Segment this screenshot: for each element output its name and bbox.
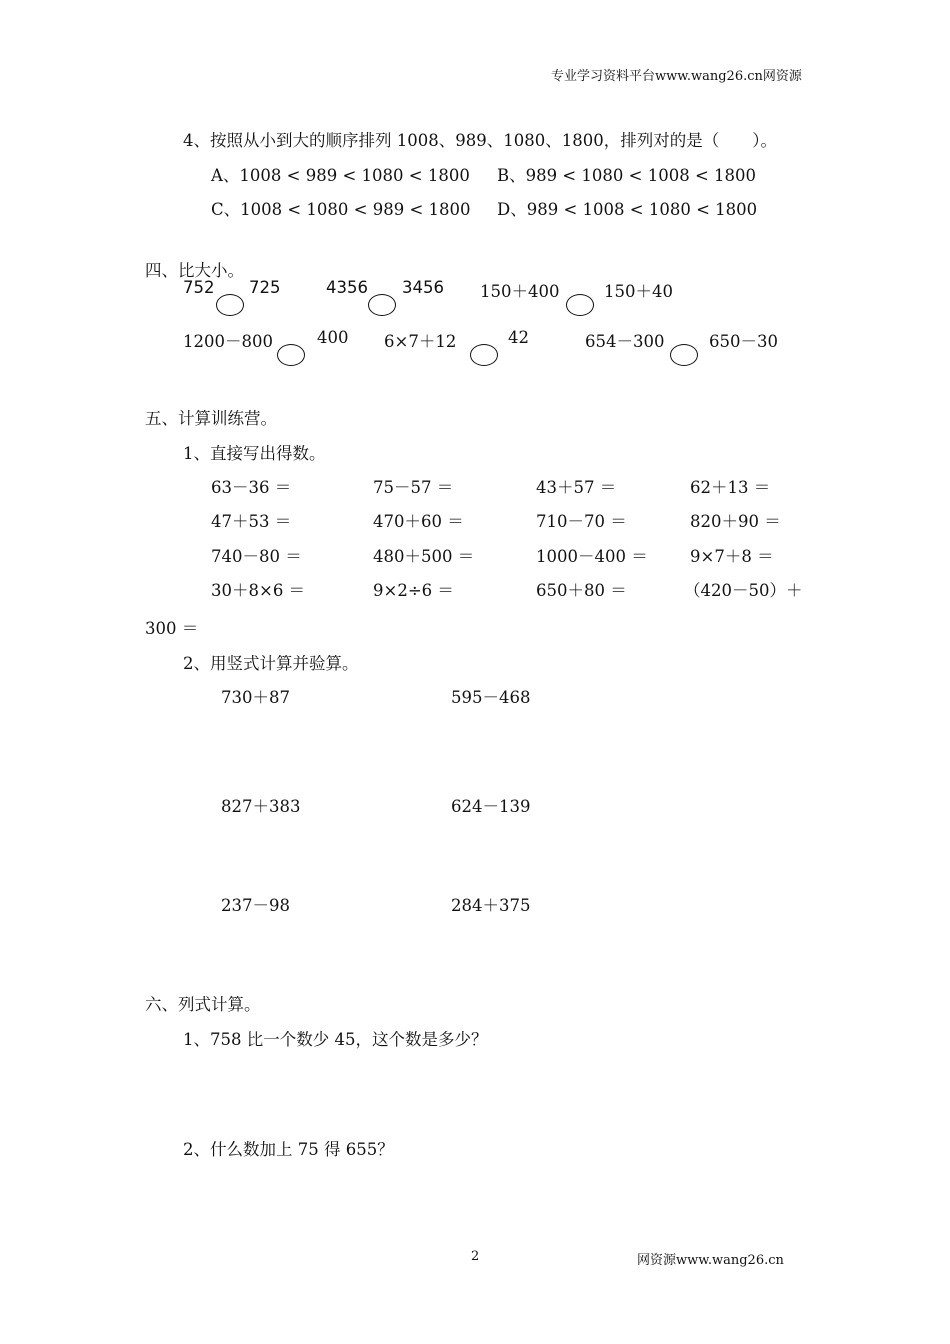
calc-r2-c1: 47＋53 ＝: [211, 512, 292, 531]
q4-option-c: C、1008 < 1080 < 989 < 1800: [211, 200, 471, 219]
compare-circle-4[interactable]: [277, 344, 305, 366]
calc-r1-c4: 62＋13 ＝: [690, 478, 771, 497]
calc-r3-c3: 1000－400 ＝: [536, 547, 648, 566]
section5-sub2-title: 2、用竖式计算并验算。: [183, 654, 359, 673]
compare-6-left: 654－300: [585, 332, 665, 351]
calc-r1-c1: 63－36 ＝: [211, 478, 292, 497]
compare-6-right: 650－30: [709, 332, 778, 351]
calc-wrap-line: 300 ＝: [145, 619, 199, 638]
page-number: 2: [471, 1249, 480, 1264]
calc-r2-c3: 710－70 ＝: [536, 512, 627, 531]
compare-5-left: 6×7＋12: [384, 332, 457, 351]
section5-title: 五、计算训练营。: [145, 409, 277, 428]
q4-option-b: B、989 < 1080 < 1008 < 1800: [497, 166, 757, 185]
calc-r4-c4: （420－50）＋: [684, 581, 803, 600]
calc-r3-c4: 9×7＋8 ＝: [690, 547, 774, 566]
q4-option-a: A、1008 < 989 < 1080 < 1800: [211, 166, 470, 185]
vertical-calc-2: 595－468: [451, 688, 531, 707]
compare-circle-5[interactable]: [470, 344, 498, 366]
calc-r2-c4: 820＋90 ＝: [690, 512, 781, 531]
vertical-calc-3: 827＋383: [221, 797, 301, 816]
calc-r1-c2: 75－57 ＝: [373, 478, 454, 497]
compare-3-right: 150＋40: [604, 282, 673, 301]
compare-4-left: 1200－800: [183, 332, 273, 351]
section5-sub1-title: 1、直接写出得数。: [183, 444, 326, 463]
vertical-calc-4: 624－139: [451, 797, 531, 816]
compare-circle-2[interactable]: [368, 294, 396, 316]
footer-site: 网资源www.wang26.cn: [637, 1253, 784, 1268]
section6-title: 六、列式计算。: [145, 995, 261, 1014]
vertical-calc-6: 284＋375: [451, 896, 531, 915]
calc-r1-c3: 43＋57 ＝: [536, 478, 617, 497]
calc-r4-c1: 30＋8×6 ＝: [211, 581, 306, 600]
compare-3-left: 150＋400: [480, 282, 560, 301]
compare-5-right: 42: [508, 328, 529, 347]
vertical-calc-5: 237－98: [221, 896, 290, 915]
section6-q1: 1、758 比一个数少 45，这个数是多少？: [183, 1030, 488, 1049]
compare-2-left: 4356: [326, 278, 368, 297]
calc-r3-c2: 480＋500 ＝: [373, 547, 475, 566]
section6-q2: 2、什么数加上 75 得 655？: [183, 1140, 394, 1159]
compare-circle-1[interactable]: [216, 294, 244, 316]
q4-stem: 4、按照从小到大的顺序排列 1008、989、1080、1800，排列对的是（ ）。: [183, 131, 777, 150]
calc-r3-c1: 740－80 ＝: [211, 547, 302, 566]
calc-r4-c2: 9×2÷6 ＝: [373, 581, 454, 600]
compare-4-right: 400: [317, 328, 349, 347]
calc-r4-c3: 650＋80 ＝: [536, 581, 627, 600]
compare-2-right: 3456: [402, 278, 444, 297]
compare-1-left: 752: [183, 278, 215, 297]
section4-title: 四、比大小。: [145, 261, 244, 280]
compare-1-right: 725: [249, 278, 281, 297]
compare-circle-6[interactable]: [670, 344, 698, 366]
q4-option-d: D、989 < 1008 < 1080 < 1800: [497, 200, 758, 219]
calc-r2-c2: 470＋60 ＝: [373, 512, 464, 531]
compare-circle-3[interactable]: [566, 294, 594, 316]
page-header: 专业学习资料平台www.wang26.cn网资源: [551, 69, 802, 84]
vertical-calc-1: 730＋87: [221, 688, 290, 707]
